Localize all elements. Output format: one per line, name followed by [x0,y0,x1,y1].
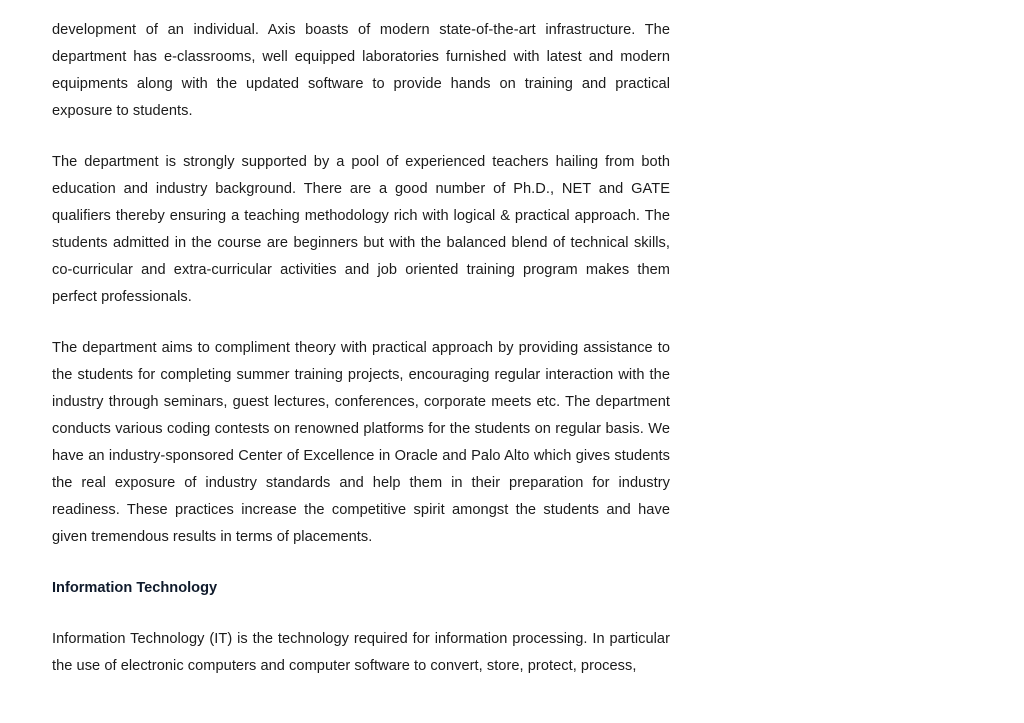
article-content [52,17,670,704]
paragraph-infrastructure: development of an individual. Axis boasts of modern state-of-the-art infrastructure. The department has e-classrooms, well equipped laboratories furnished with latest and modern equipments along with the updated software to provide hands on training and practical exposure to students. [52,22,670,119]
paragraph-faculty: The department is strongly supported by a pool of experienced teachers hailing from both education and industry background. There are a good number of Ph.D., NET and GATE qualifiers thereby ensuring a teaching methodology rich with logical & practical approach. The students admitted in the course are beginners but with the balanced blend of technical skills, co-curricular and extra-curricular activities and job oriented training program makes them perfect professionals. [52,154,670,305]
paragraph-practical-approach: The department aims to compliment theory with practical approach by providing assistance to the students for completing summer training projects, encouraging regular interaction with the industry through seminars, guest lectures, conferences, corporate meets etc. The department conducts various coding contests on renowned platforms for the students on regular basis. We have an industry-sponsored Center of Excellence in Oracle and Palo Alto which gives students the real exposure of industry standards and help them in their preparation for industry readiness. These practices increase the competitive spirit amongst the students and have given tremendous results in terms of placements. [52,340,670,545]
paragraph-it-definition: Information Technology (IT) is the technology required for information processing. In particular the use of electronic computers and computer software to convert, store, protect, process, [52,631,670,674]
section-heading-information-technology: Information Technology [52,580,218,596]
